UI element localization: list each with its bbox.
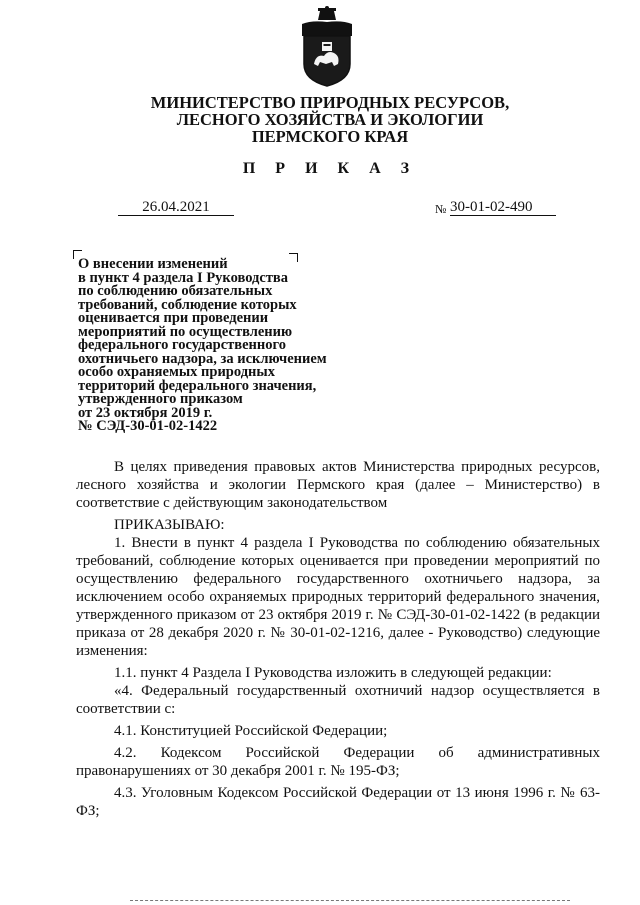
page-edge-dash-line (130, 900, 570, 901)
subject-line: охотничьего надзора, за исключением (78, 350, 327, 367)
clause-4-2-word: об (438, 745, 454, 761)
preamble-paragraph: В целях приведения правовых актов Министерства природных ресурсов, лесного хозяйства и экологии Пермского края (далее – Министерство) в соответствие с действующим законодательством (76, 459, 600, 511)
quoted-clause-4: «4. Федеральный государственный охотничий надзор осуществляется в соответствии с: (76, 683, 600, 717)
clause-4-2-word: Российской (245, 745, 320, 761)
clause-4-2 (76, 744, 600, 762)
subject-line: от 23 октября 2019 г. (78, 404, 213, 421)
ministry-name-line: МИНИСТЕРСТВО ПРИРОДНЫХ РЕСУРСОВ, (150, 93, 510, 112)
clause-4-2-word: Федерации (343, 745, 415, 761)
document-type-title: П Р И К А З (242, 160, 418, 177)
subject-line: требований, соблюдение которых (78, 296, 297, 313)
subject-line: федерального государственного (78, 337, 286, 353)
order-date: 26.04.2021 (118, 199, 234, 216)
subject-line: оценивается при проведении (78, 310, 269, 326)
clause-4-2-word: административных (477, 745, 600, 761)
order-number: 30-01-02-490 (450, 199, 556, 216)
subject-line: по соблюдению обязательных (78, 283, 273, 299)
order-subject (78, 258, 378, 434)
clause-4-2-word: Кодексом (160, 745, 222, 761)
item-1-1-paragraph: 1.1. пункт 4 Раздела I Руководства изложить в следующей редакции: (114, 665, 552, 681)
clause-4-1: 4.1. Конституцией Российской Федерации; (114, 723, 388, 739)
perm-krai-coat-of-arms-emblem (298, 6, 356, 88)
subject-line: О внесении изменений (78, 256, 228, 272)
clause-4-2-word: 4.2. (114, 745, 137, 761)
subject-line: особо охраняемых природных (78, 364, 275, 380)
item-1-paragraph: 1. Внести в пункт 4 раздела I Руководства по соблюдению обязательных требований, соблюдение которых оценивается при проведении мероприятий по осуществлению федерального государственного охотничьего надзора, за исключением особо охраняемых природных территорий федерального значения, утвержденного приказом от 23 октября 2019 г. № СЭД-30-01-02-1422 (в редакции приказа от 28 декабря 2020 г. № 30-01-02-1216, далее - Руководство) следующие изменения: (76, 535, 600, 659)
ministry-name (120, 94, 540, 145)
number-sign: № (435, 202, 447, 216)
subject-line: № СЭД-30-01-02-1422 (78, 418, 218, 434)
clause-4-3: 4.3. Уголовным Кодексом Российской Федерации от 13 июня 1996 г. № 63-ФЗ; (76, 785, 600, 819)
ministry-name-line: ЛЕСНОГО ХОЗЯЙСТВА И ЭКОЛОГИИ (176, 110, 484, 129)
ministry-name-line: ПЕРМСКОГО КРАЯ (251, 127, 409, 146)
subject-line: территорий федерального значения, (78, 377, 317, 394)
subject-line: мероприятий по осуществлению (78, 323, 293, 340)
order-body (76, 458, 600, 820)
subject-line: утвержденного приказом (78, 391, 243, 407)
subject-line: в пункт 4 раздела I Руководства (78, 269, 289, 286)
clause-4-2-continuation: правонарушениях от 30 декабря 2001 г. № 195-ФЗ; (76, 763, 400, 779)
order-directive-word: ПРИКАЗЫВАЮ: (114, 517, 225, 533)
